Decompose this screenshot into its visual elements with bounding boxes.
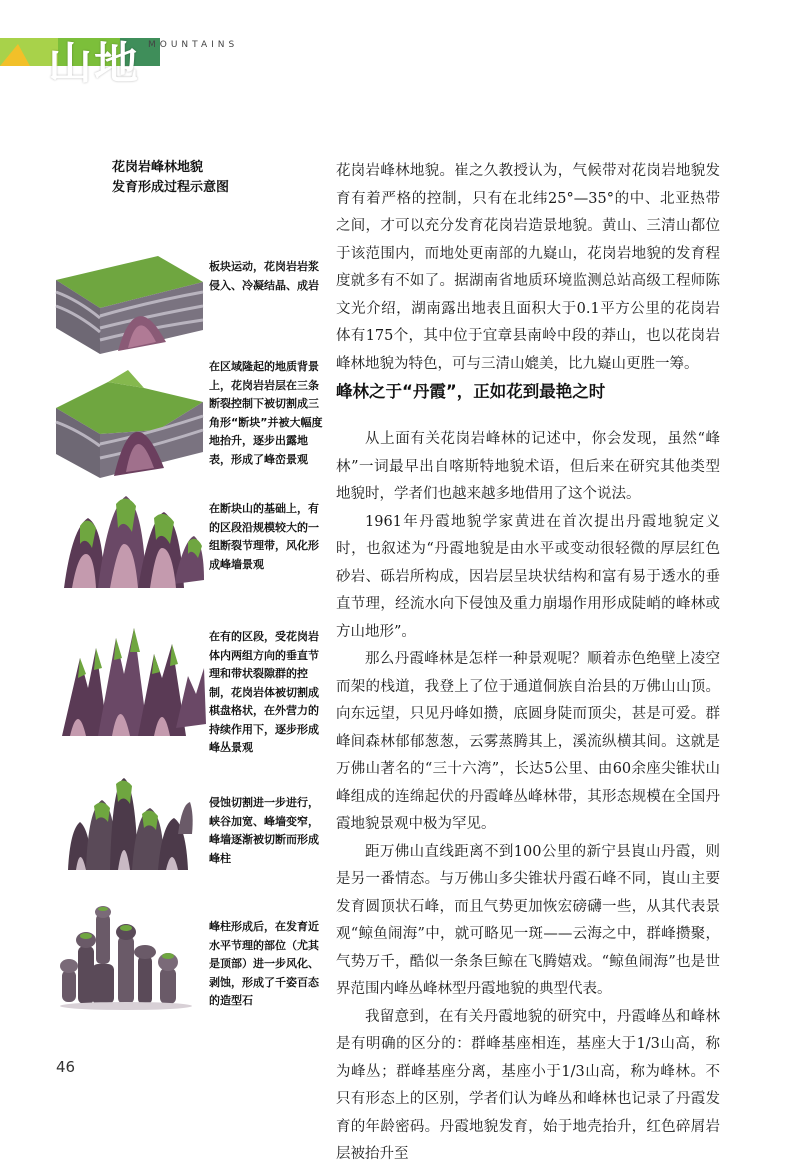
stage-3-illustration [58, 488, 208, 592]
stage-1-caption: 板块运动，花岗岩岩浆侵入、冷凝结晶、成岩 [209, 260, 319, 292]
article-paragraph: 那么丹霞峰林是怎样一种景观呢？顺着赤色绝壁上凌空而架的栈道，我登上了位于通道侗族自治县的万佛山山顶。向东远望，只见丹峰如攒，底圆身陡而顶尖，甚是可爱。群峰间森林郁郁葱葱，云雾蒸腾其上，溪流纵横其间。这就是万佛山著名的“三十六湾”，长达5公里、由60余座尖锥状山峰组成的连绵起伏的丹霞峰丛峰林带，其形态规模在全国丹霞地貌景观中极为罕见。 [336, 651, 720, 832]
stage-4-illustration [58, 618, 208, 740]
stage-2-illustration [48, 368, 208, 480]
stage-2-caption: 在区域隆起的地质背景上，花岗岩岩层在三条断裂控制下被切割成三角形“断块”并被大幅度地抬升，逐步出露地表，形成了峰峦景观 [209, 360, 323, 466]
page-number: 46 [56, 1058, 76, 1076]
section-subtitle: MOUNTAINS [148, 40, 239, 50]
article-paragraph: 1961年丹霞地貌学家黄进在首次提出丹霞地貌定义时，也叙述为“丹霞地貌是由水平或变动很轻微的厚层红色砂岩、砾岩所构成，因岩层呈块状结构和富有易于透水的垂直节理，经流水向下侵蚀及重力崩塌作用形成陡峭的峰林或方山地形”。 [336, 513, 720, 640]
figure-title [112, 158, 312, 198]
stage-1-illustration [48, 236, 208, 356]
article-block-1 [336, 158, 720, 378]
article-paragraph: 我留意到，在有关丹霞地貌的研究中，丹霞峰丛和峰林是有明确的区分的：群峰基座相连，基座大于1/3山高，称为峰丛；群峰基座分离，基座小于1/3山高，称为峰林。不只有形态上的区别，学者们认为峰丛和峰林也记录了丹霞发育的年龄密码。丹霞地貌发育，始于地壳抬升，红色碎屑岩层被抬升至 [336, 1008, 720, 1162]
article-paragraph: 距万佛山直线距离不到100公里的新宁县崀山丹霞，则是另一番情态。与万佛山多尖锥状丹霞石峰不同，崀山主要发育圆顶状石峰，而且气势更加恢宏磅礴一些，从其代表景观“鲸鱼闹海”中，就可略见一斑——云海之中，群峰攒聚，气势万千，酷似一条条巨鲸在飞腾嬉戏。“鲸鱼闹海”也是世界范围内峰丛峰林型丹霞地貌的典型代表。 [336, 843, 720, 997]
stage-3-caption: 在断块山的基础上，有的区段沿规模较大的一组断裂节理带，风化形成峰墙景观 [209, 502, 319, 571]
stage-5-caption: 侵蚀切割进一步进行，峡谷加宽、峰墙变窄，峰墙逐渐被切断而形成峰柱 [209, 796, 319, 865]
article-block-2 [336, 426, 720, 1169]
article-paragraph: 花岗岩峰林地貌。崔之久教授认为，气候带对花岗岩地貌发育有着严格的控制，只有在北纬25°—35°的中、北亚热带之间，才可以充分发育花岗岩造景地貌。黄山、三清山都位于该范围内，而地处更南部的九嶷山，花岗岩地貌的发育程度就多有不如了。据湖南省地质环境监测总站高级工程师陈文光介绍，湖南露出地表且面积大于0.1平方公里的花岗岩体有175个，其中位于宜章县南岭中段的莽山，也以花岗岩峰林地貌为特色，可与三清山媲美，比九嶷山更胜一筹。 [336, 163, 720, 372]
section-heading: 峰林之于“丹霞”，正如花到最艳之时 [336, 382, 606, 401]
section-title: 山地 [48, 38, 140, 89]
figure-title-line1: 花岗岩峰林地貌 [112, 160, 204, 175]
stage-6-illustration [56, 906, 196, 1012]
stage-4-caption: 在有的区段，受花岗岩体内两组方向的垂直节理和带状裂隙群的控制，花岗岩体被切割成棋盘格状，在外营力的持续作用下，逐步形成峰丛景观 [209, 630, 319, 754]
stage-5-illustration [66, 774, 194, 874]
article-paragraph: 从上面有关花岗岩峰林的记述中，你会发现，虽然“峰林”一词最早出自喀斯特地貌术语，但后来在研究其他类型地貌时，学者们也越来越多地借用了这个说法。 [336, 431, 720, 502]
figure-title-line2: 发育形成过程示意图 [112, 180, 230, 195]
stage-6-caption: 峰柱形成后，在发育近水平节理的部位（尤其是顶部）进一步风化、剥蚀，形成了千姿百态的造型石 [209, 920, 319, 1007]
